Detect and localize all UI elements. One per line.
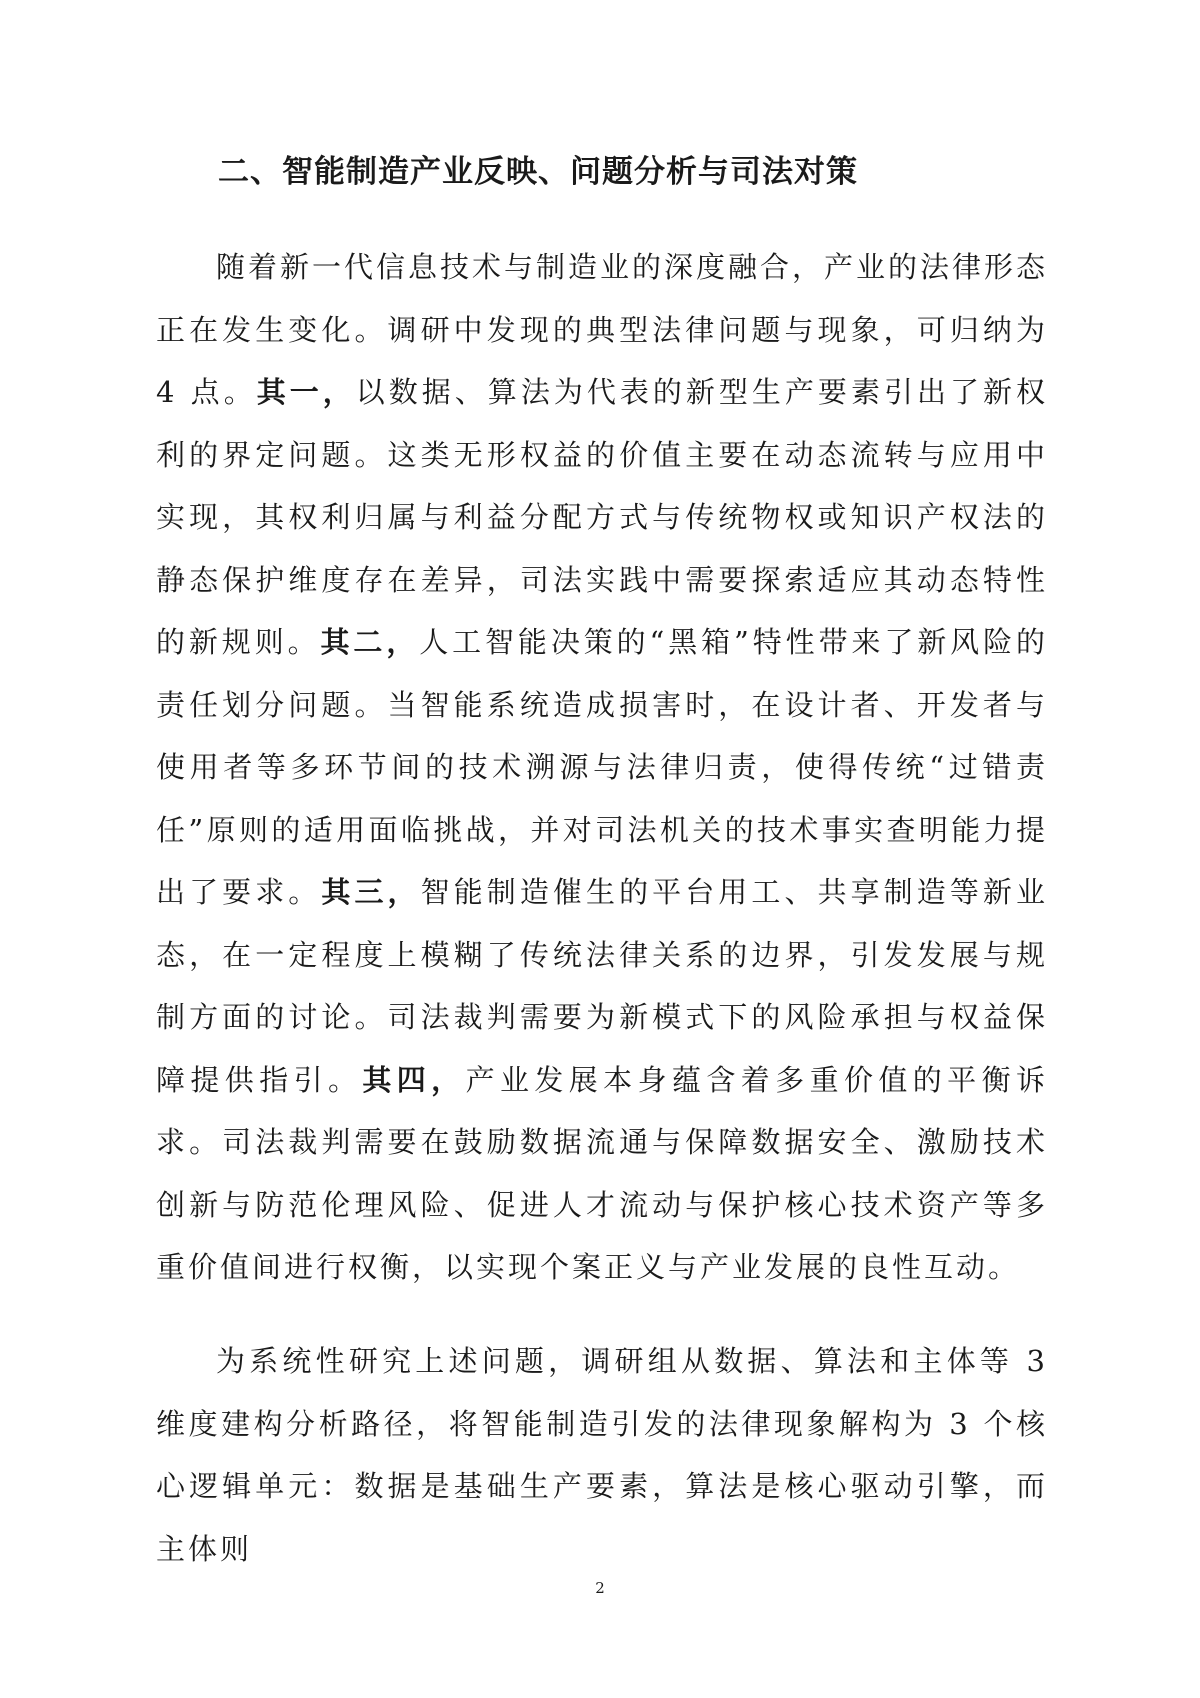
point-two-label: 其二， bbox=[320, 625, 420, 659]
body-paragraph-2: 为系统性研究上述问题，调研组从数据、算法和主体等 3 维度建构分析路径，将智能制造引发的法律现象解构为 3 个核心逻辑单元：数据是基础生产要素，算法是核心驱动引擎，而主体则 bbox=[156, 1344, 1048, 1566]
point-four-label: 其四， bbox=[362, 1062, 466, 1097]
point-four-text: 产业发展本身蕴含着多重价值的平衡诉求。司法裁判需要在鼓励数据流通与保障数据安全、激励技术创新与防范伦理风险、促进人才流动与保护核心技术资产等多重价值间进行权衡，以实现个案正义与产业发展的良性互动。 bbox=[156, 1062, 1048, 1284]
point-two-text: 人工智能决策的“黑箱”特性带来了新风险的责任划分问题。当智能系统造成损害时，在设计者、开发者与使用者等多环节间的技术溯源与法律归责，使得传统“过错责任”原则的适用面临挑战，并对司法机关的技术事实查明能力提出了要求。 bbox=[156, 625, 1048, 909]
point-three-text: 智能制造催生的平台用工、共享制造等新业态，在一定程度上模糊了传统法律关系的边界，引发发展与规制方面的讨论。司法裁判需要为新模式下的风险承担与权益保障提供指引。 bbox=[156, 875, 1048, 1097]
page-number: 2 bbox=[595, 1579, 605, 1597]
body-paragraph-1 bbox=[156, 236, 1048, 1299]
paragraph-intro: 随着新一代信息技术与制造业的深度融合，产业的法律形态正在发生变化。调研中发现的典型法律问题与现象，可归纳为 4 点。 bbox=[156, 250, 1049, 409]
section-heading: 二、智能制造产业反映、问题分析与司法对策 bbox=[218, 154, 858, 190]
point-three-label: 其三， bbox=[321, 875, 421, 909]
point-one-label: 其一， bbox=[256, 375, 356, 409]
point-one-text: 以数据、算法为代表的新型生产要素引出了新权利的界定问题。这类无形权益的价值主要在动态流转与应用中实现，其权利归属与利益分配方式与传统物权或知识产权法的静态保护维度存在差异，司法实践中需要探索适应其动态特性的新规则。 bbox=[156, 375, 1048, 659]
